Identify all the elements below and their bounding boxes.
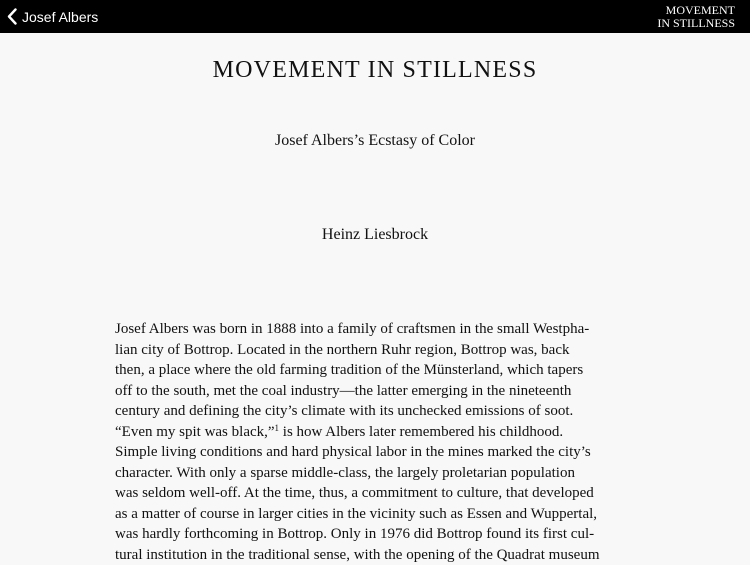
body-line: lian city of Bottrop. Located in the northern Ruhr region, Bottrop was, back — [115, 340, 635, 361]
chapter-author: Heinz Liesbrock — [0, 226, 750, 244]
back-button[interactable] — [7, 0, 98, 33]
body-line: Simple living conditions and hard physical labor in the mines marked the city’s — [115, 442, 635, 463]
chapter-subtitle: Josef Albers’s Ecstasy of Color — [0, 132, 750, 150]
quote-text: “Even my spit was black,” — [115, 424, 275, 440]
running-title-line-2: IN STILLNESS — [657, 17, 735, 30]
quote-continuation: is how Albers later remembered his childhood. — [279, 424, 563, 440]
body-line: century and defining the city’s climate with its unchecked emissions of soot. — [115, 401, 635, 422]
body-line: as a matter of course in larger cities in the vicinity such as Essen and Wuppertal, — [115, 504, 635, 525]
body-line: character. With only a sparse middle-class, the largely proletarian population — [115, 463, 635, 484]
footnote-reference[interactable]: 1 — [275, 423, 280, 433]
body-line: was hardly forthcoming in Bottrop. Only in 1976 did Bottrop found its first cul- — [115, 524, 635, 545]
body-line: was seldom well-off. At the time, thus, a commitment to culture, that developed — [115, 483, 635, 504]
running-title-line-1: MOVEMENT — [657, 4, 735, 17]
running-title — [657, 4, 735, 30]
body-line: tural institution in the traditional sense, with the opening of the Quadrat museum — [115, 545, 635, 565]
chapter-title: MOVEMENT IN STILLNESS — [0, 57, 750, 84]
body-line — [115, 422, 635, 443]
top-navigation-bar — [0, 0, 750, 33]
body-line: Josef Albers was born in 1888 into a family of craftsmen in the small Westpha- — [115, 319, 635, 340]
body-text — [115, 319, 635, 565]
body-line: then, a place where the old farming tradition of the Münsterland, which tapers — [115, 360, 635, 381]
body-line: off to the south, met the coal industry—the latter emerging in the nineteenth — [115, 381, 635, 402]
chevron-left-icon — [7, 8, 17, 25]
back-button-label: Josef Albers — [22, 9, 98, 25]
book-page — [0, 33, 750, 563]
